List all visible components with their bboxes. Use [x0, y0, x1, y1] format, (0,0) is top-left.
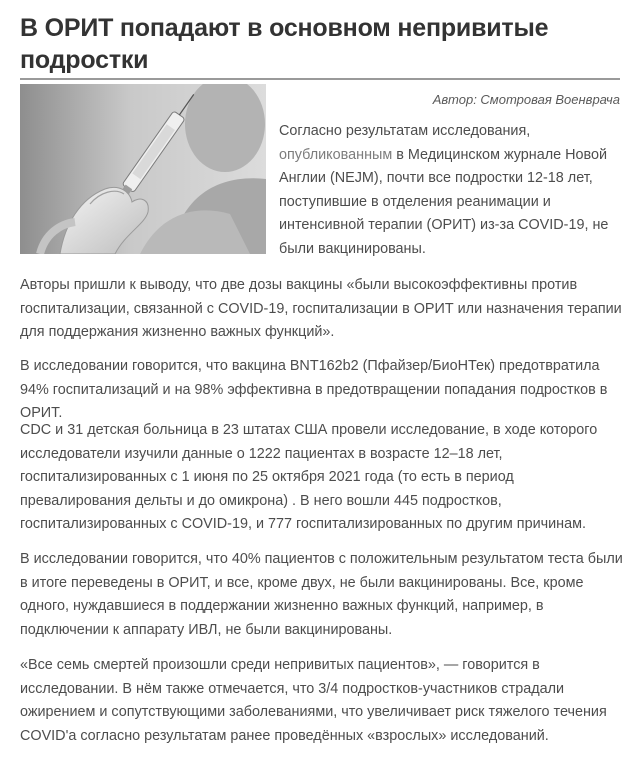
paragraph-icu-outcomes: В исследовании говорится, что 40% пациентов с положительным результатом теста были в итоге переведены в ОРИТ, и все, кроме двух, не были вакцинированы. Все, кроме одного, нуждавшиеся в поддержании жизненно важных функций, например, в подключении к аппарату ИВЛ, не были вакцинированы. [20, 551, 623, 638]
intro-text: Согласно результатам исследования, [279, 123, 531, 139]
article-author: Автор: Смотровая Военврача [432, 92, 620, 107]
intro-text-continued: в Медицинском журнале Новой Англии (NEJM), почти все подростки 12-18 лет, поступившие в отделения реанимации и интенсивной терапии (ОРИТ) из-за COVID-19, не были вакцинированы. [279, 146, 609, 257]
title-divider [20, 78, 620, 80]
paragraph-deaths: «Все семь смертей произошли среди непривитых пациентов», — говорится в исследовании. В нём также отмечается, что 3/4 подростков-участников страдали ожирением и сопутствующими заболеваниями, что увеличивает риск тяжелого течения COVID'a согласно результатам ранее проведённых «взрослых» исследований. [20, 657, 607, 744]
syringe-vaccine-illustration [20, 84, 266, 254]
paragraph-conclusion: Авторы пришли к выводу, что две дозы вакцины «были высокоэффективны против госпитализации, связанной с COVID-19, госпитализации в ОРИТ или назначения терапии для поддержания жизненно важных функций». [20, 277, 622, 340]
article-title: В ОРИТ попадают в основном непривитые подростки [20, 14, 549, 74]
paragraph-intro [279, 120, 624, 261]
paragraph-vaccine-efficacy: В исследовании говорится, что вакцина BNT162b2 (Пфайзер/БиоНТек) предотвратила 94% госпитализаций и на 98% эффективна в предотвращении попадания подростков в ОРИТ. [20, 358, 608, 421]
article-photo [20, 84, 266, 254]
paragraph-study-design: CDC и 31 детская больница в 23 штатах США провели исследование, в ходе которого исследователи изучили данные о 1222 пациентах в возрасте 12–18 лет, госпитализированных с 1 июня по 25 октября 2021 года (то есть в период превалирования дельты и до омикрона) . В него вошли 445 подростков, госпитализированных с COVID-19, и 777 госпитализированных по другим причинам. [20, 422, 598, 532]
publication-link[interactable]: опубликованным [279, 146, 393, 163]
